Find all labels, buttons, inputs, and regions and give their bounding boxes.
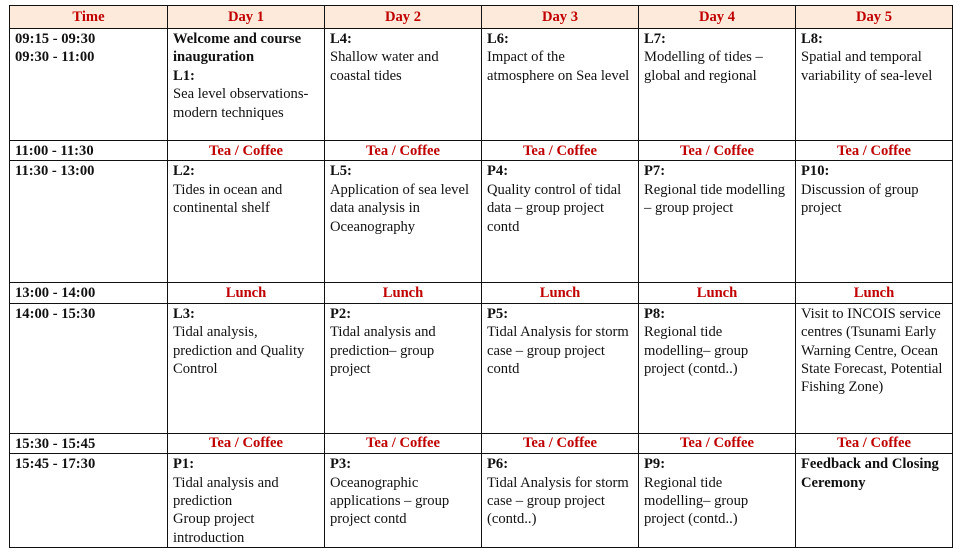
session-code: L2: <box>173 163 195 180</box>
session-code: P8: <box>644 305 666 322</box>
break-label: Tea / Coffee <box>325 433 482 453</box>
session-cell <box>482 303 639 433</box>
break-label: Tea / Coffee <box>482 433 639 453</box>
session-text: Regional tide modelling – group project <box>644 181 786 217</box>
session-text: Group project introduction <box>173 511 255 546</box>
session-text: Tidal Analysis for storm case – group project (contd..) <box>487 474 629 528</box>
break-label: Tea / Coffee <box>325 141 482 161</box>
break-row-tea-1 <box>10 141 953 161</box>
time-cell <box>10 29 168 141</box>
session-cell <box>168 161 325 283</box>
session-code: L3: <box>173 305 195 322</box>
session-text: Tidal analysis, prediction and Quality Control <box>173 324 305 378</box>
session-row-3 <box>10 303 953 433</box>
session-cell <box>168 303 325 433</box>
header-day-2: Day 2 <box>325 6 482 29</box>
session-code: P2: <box>330 305 352 322</box>
header-day-4: Day 4 <box>639 6 796 29</box>
break-label: Lunch <box>482 283 639 303</box>
break-label: Tea / Coffee <box>168 141 325 161</box>
session-code: L1: <box>173 67 195 84</box>
session-code: P6: <box>487 456 509 473</box>
session-cell <box>325 161 482 283</box>
session-text: Tidal analysis and prediction <box>173 474 279 510</box>
session-cell <box>325 303 482 433</box>
break-label: Tea / Coffee <box>796 433 953 453</box>
time-cell: 15:30 - 15:45 <box>10 433 168 453</box>
break-label: Tea / Coffee <box>796 141 953 161</box>
session-code: P7: <box>644 163 666 180</box>
header-row <box>10 6 953 29</box>
session-text: Regional tide modelling– group project (contd..) <box>644 324 749 378</box>
break-label: Tea / Coffee <box>482 141 639 161</box>
header-day-3: Day 3 <box>482 6 639 29</box>
session-text: Application of sea level data analysis in Oceanography <box>330 181 469 235</box>
session-text: Tidal Analysis for storm case – group project contd <box>487 324 629 378</box>
schedule-table <box>9 5 953 548</box>
time-cell: 11:00 - 11:30 <box>10 141 168 161</box>
session-cell <box>482 29 639 141</box>
time-cell: 15:45 - 17:30 <box>10 454 168 548</box>
session-cell <box>796 29 953 141</box>
session-cell <box>796 161 953 283</box>
break-label: Tea / Coffee <box>639 433 796 453</box>
break-label: Tea / Coffee <box>168 433 325 453</box>
session-code: L8: <box>801 31 823 47</box>
session-row-1 <box>10 29 953 141</box>
session-text: Discussion of group project <box>801 181 919 217</box>
session-code: L4: <box>330 31 352 47</box>
session-text: Tidal analysis and prediction– group project <box>330 324 436 378</box>
session-cell <box>482 454 639 548</box>
session-code: P4: <box>487 163 509 180</box>
time-cell: 14:00 - 15:30 <box>10 303 168 433</box>
session-text: Sea level observations- modern techniques <box>173 86 309 121</box>
break-label: Lunch <box>796 283 953 303</box>
session-cell <box>639 454 796 548</box>
session-cell <box>796 454 953 548</box>
session-code: P5: <box>487 305 509 322</box>
time-slot: 09:15 - 09:30 <box>15 31 96 47</box>
session-cell <box>639 161 796 283</box>
session-cell <box>639 29 796 141</box>
header-day-1: Day 1 <box>168 6 325 29</box>
break-label: Lunch <box>168 283 325 303</box>
session-title: Feedback and Closing Ceremony <box>801 456 939 491</box>
session-row-4 <box>10 454 953 548</box>
session-text: Oceanographic applications – group project contd <box>330 474 450 528</box>
session-cell <box>796 303 953 433</box>
session-code: L7: <box>644 31 666 47</box>
session-cell <box>482 161 639 283</box>
session-text: Quality control of tidal data – group project contd <box>487 181 622 235</box>
break-label: Lunch <box>639 283 796 303</box>
session-text: Tides in ocean and continental shelf <box>173 181 283 217</box>
break-row-tea-2 <box>10 433 953 453</box>
time-cell: 11:30 - 13:00 <box>10 161 168 283</box>
session-row-2 <box>10 161 953 283</box>
session-cell <box>168 454 325 548</box>
session-text: Regional tide modelling– group project (contd..) <box>644 474 749 528</box>
time-cell: 13:00 - 14:00 <box>10 283 168 303</box>
session-code: P3: <box>330 456 352 473</box>
session-cell <box>168 29 325 141</box>
session-code: P10: <box>801 163 830 180</box>
session-text: Spatial and temporal variability of sea-level <box>801 49 933 84</box>
session-text: Visit to INCOIS service centres (Tsunami Early Warning Centre, Ocean State Forecast, Potential Fishing Zone) <box>801 305 943 396</box>
session-cell <box>325 29 482 141</box>
break-label: Tea / Coffee <box>639 141 796 161</box>
session-cell <box>639 303 796 433</box>
session-code: P9: <box>644 456 666 473</box>
session-text: Impact of the atmosphere on Sea level <box>487 49 630 84</box>
session-code: L5: <box>330 163 352 180</box>
header-day-5: Day 5 <box>796 6 953 29</box>
session-cell <box>325 454 482 548</box>
header-time: Time <box>10 6 168 29</box>
break-label: Lunch <box>325 283 482 303</box>
session-title: Welcome and course inauguration <box>173 31 302 66</box>
session-text: Shallow water and coastal tides <box>330 49 439 84</box>
session-code: L6: <box>487 31 509 47</box>
break-row-lunch <box>10 283 953 303</box>
time-slot: 09:30 - 11:00 <box>15 49 95 66</box>
session-text: Modelling of tides – global and regional <box>644 49 763 84</box>
session-code: P1: <box>173 456 195 473</box>
